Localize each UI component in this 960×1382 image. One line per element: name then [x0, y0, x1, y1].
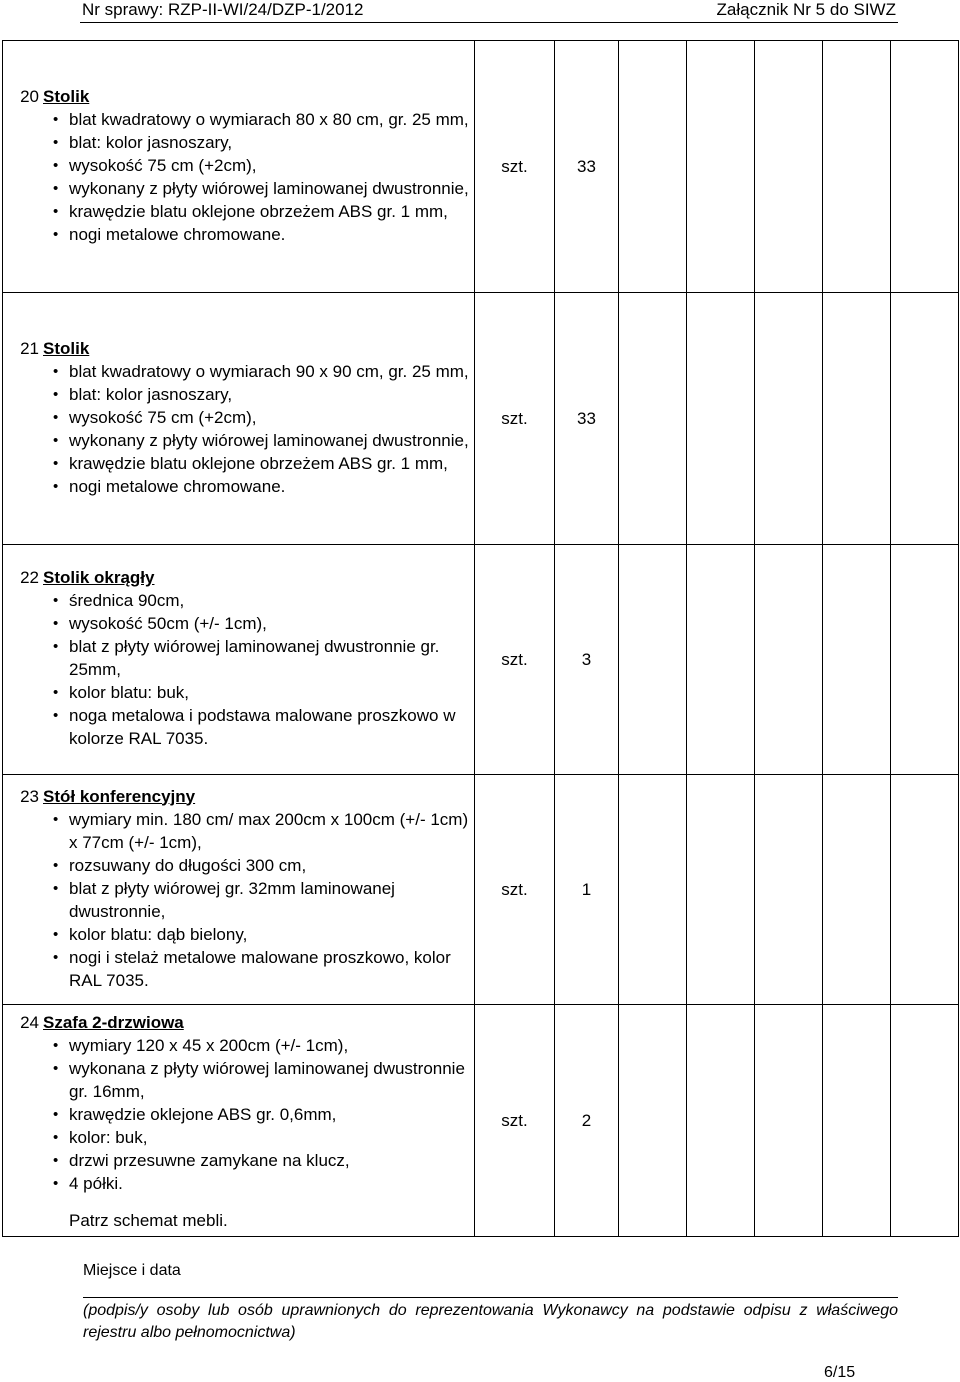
item-heading: [3, 1008, 474, 1034]
spec-bullet: • nogi metalowe chromowane.: [69, 475, 474, 498]
item-description: [3, 293, 475, 545]
page-header: [80, 0, 898, 23]
item-title: Stolik: [43, 86, 90, 106]
item-unit: szt.: [475, 41, 555, 293]
spec-bullet: • wykonana z płyty wiórowej laminowanej dwustronnie gr. 16mm,: [69, 1057, 474, 1103]
item-description: [3, 1005, 475, 1237]
items-table: [2, 40, 959, 1237]
table-row: [3, 545, 959, 775]
item-heading: [3, 563, 474, 589]
item-spec-list: [3, 108, 474, 252]
spec-bullet: • noga metalowa i podstawa malowane proszkowo w kolorze RAL 7035.: [69, 704, 474, 750]
item-note: Patrz schemat mebli.: [69, 1210, 228, 1230]
item-description: [3, 41, 475, 293]
spec-bullet: • kolor blatu: dąb bielony,: [69, 923, 474, 946]
empty-cell: [755, 775, 823, 1005]
spec-bullet: • wymiary 120 x 45 x 200cm (+/- 1cm),: [69, 1034, 474, 1057]
spec-bullet: • wysokość 75 cm (+2cm),: [69, 406, 474, 429]
empty-cell: [755, 41, 823, 293]
spec-bullet: • kolor: buk,: [69, 1126, 474, 1149]
item-quantity: 33: [555, 41, 619, 293]
item-spec-list: [3, 360, 474, 504]
item-unit: szt.: [475, 1005, 555, 1237]
case-number: Nr sprawy: RZP-II-WI/24/DZP-1/2012: [82, 0, 364, 19]
empty-cell: [619, 293, 687, 545]
item-quantity: 3: [555, 545, 619, 775]
item-title: Stół konferencyjny: [43, 786, 196, 806]
spec-bullet: • blat z płyty wiórowej laminowanej dwustronnie gr. 25mm,: [69, 635, 474, 681]
spec-bullet: • 4 półki.: [69, 1172, 474, 1195]
item-number: 20: [20, 86, 39, 106]
item-quantity: 1: [555, 775, 619, 1005]
item-unit: szt.: [475, 775, 555, 1005]
spec-bullet: • wykonany z płyty wiórowej laminowanej dwustronnie,: [69, 429, 474, 452]
spec-bullet: • krawędzie oklejone ABS gr. 0,6mm,: [69, 1103, 474, 1126]
item-quantity: 2: [555, 1005, 619, 1237]
spec-bullet: • wysokość 50cm (+/- 1cm),: [69, 612, 474, 635]
spec-bullet: • wymiary min. 180 cm/ max 200cm x 100cm (+/- 1cm) x 77cm (+/- 1cm),: [69, 808, 474, 854]
item-title: Szafa 2-drzwiowa: [43, 1012, 184, 1032]
spec-bullet: • blat kwadratowy o wymiarach 90 x 90 cm, gr. 25 mm,: [69, 360, 474, 383]
table-row: [3, 41, 959, 293]
empty-cell: [891, 775, 959, 1005]
empty-cell: [891, 293, 959, 545]
empty-cell: [823, 545, 891, 775]
spec-bullet: • wysokość 75 cm (+2cm),: [69, 154, 474, 177]
empty-cell: [687, 41, 755, 293]
spec-bullet: • krawędzie blatu oklejone obrzeżem ABS gr. 1 mm,: [69, 452, 474, 475]
empty-cell: [619, 1005, 687, 1237]
item-description: [3, 775, 475, 1005]
item-heading: [3, 782, 474, 808]
empty-cell: [687, 545, 755, 775]
item-spec-list: [3, 1034, 474, 1201]
item-title: Stolik okrągły: [43, 568, 155, 587]
item-number: 24: [20, 1012, 39, 1032]
table-row: [3, 775, 959, 1005]
spec-bullet: • blat kwadratowy o wymiarach 80 x 80 cm, gr. 25 mm,: [69, 108, 474, 131]
place-and-date: Miejsce i data: [83, 1262, 181, 1279]
empty-cell: [891, 1005, 959, 1237]
spec-bullet: • drzwi przesuwne zamykane na klucz,: [69, 1149, 474, 1172]
empty-cell: [823, 775, 891, 1005]
spec-bullet: • nogi metalowe chromowane.: [69, 223, 474, 246]
item-spec-list: [3, 808, 474, 998]
empty-cell: [823, 293, 891, 545]
empty-cell: [619, 41, 687, 293]
item-description: [3, 545, 475, 775]
spec-bullet: • średnica 90cm,: [69, 589, 474, 612]
item-number: 23: [20, 786, 39, 806]
spec-bullet: • blat: kolor jasnoszary,: [69, 383, 474, 406]
attachment-label: Załącznik Nr 5 do SIWZ: [716, 0, 896, 19]
spec-bullet: • kolor blatu: buk,: [69, 681, 474, 704]
signature-caption: (podpis/y osoby lub osób uprawnionych do reprezentowania Wykonawcy na podstawie odpisu z właściwego rejestru albo pełnomocnictwa): [83, 1302, 898, 1341]
empty-cell: [891, 545, 959, 775]
empty-cell: [823, 1005, 891, 1237]
empty-cell: [619, 775, 687, 1005]
item-number: 21: [20, 338, 39, 358]
empty-cell: [755, 293, 823, 545]
empty-cell: [891, 41, 959, 293]
table-row: [3, 293, 959, 545]
signature-line: [83, 1297, 898, 1298]
empty-cell: [687, 1005, 755, 1237]
item-title: Stolik: [43, 338, 90, 358]
spec-bullet: • krawędzie blatu oklejone obrzeżem ABS gr. 1 mm,: [69, 200, 474, 223]
empty-cell: [755, 1005, 823, 1237]
empty-cell: [823, 41, 891, 293]
spec-bullet: • nogi i stelaż metalowe malowane proszkowo, kolor RAL 7035.: [69, 946, 474, 992]
item-heading: [3, 334, 474, 360]
empty-cell: [619, 545, 687, 775]
item-number: 22: [20, 568, 39, 587]
page-number: 6/15: [824, 1364, 856, 1381]
spec-bullet: • rozsuwany do długości 300 cm,: [69, 854, 474, 877]
spec-bullet: • blat z płyty wiórowej gr. 32mm laminowanej dwustronnie,: [69, 877, 474, 923]
spec-bullet: • wykonany z płyty wiórowej laminowanej dwustronnie,: [69, 177, 474, 200]
empty-cell: [687, 293, 755, 545]
item-quantity: 33: [555, 293, 619, 545]
spec-bullet: • blat: kolor jasnoszary,: [69, 131, 474, 154]
empty-cell: [687, 775, 755, 1005]
item-spec-list: [3, 589, 474, 756]
table-row: [3, 1005, 959, 1237]
item-unit: szt.: [475, 545, 555, 775]
item-unit: szt.: [475, 293, 555, 545]
empty-cell: [755, 545, 823, 775]
item-heading: [3, 82, 474, 108]
